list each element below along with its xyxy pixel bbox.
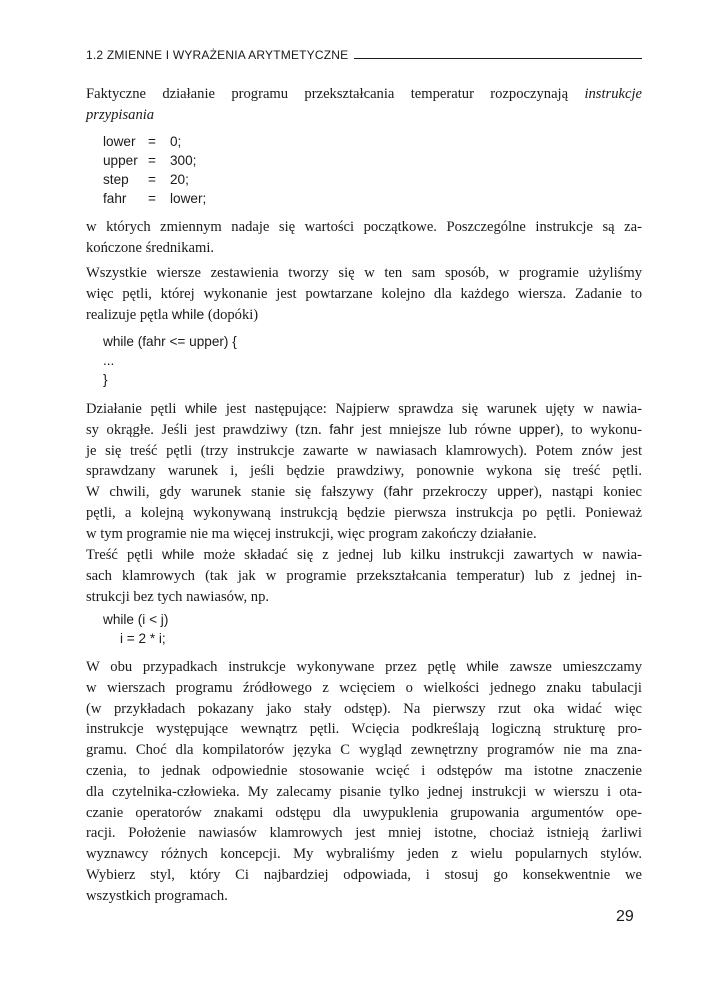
paragraph-assignment-intro <box>86 84 642 126</box>
keyword: upper <box>497 484 534 501</box>
header-rule <box>354 58 642 59</box>
text-line: Faktyczne działanie programu przekształcania temperatur rozpoczynają instrukcje <box>86 86 642 102</box>
code-line: } <box>103 372 108 387</box>
text-line: sprawdzany warunek i, jeśli będzie prawdziwy, ponownie wykona się treść pętli. <box>86 463 642 480</box>
text-line: gramu. Choć dla kompilatorów języka C wygląd zewnętrzny programów nie ma zna- <box>86 742 642 759</box>
text-line: sy okrągłe. Jeśli jest prawdziwy (tzn. fahr jest mniejsze lub równe upper), to wykonu- <box>86 421 642 438</box>
text-line: w których zmiennym nadaje się wartości początkowe. Poszczególne instrukcje są za- <box>86 219 642 235</box>
text-line: więc pętli, której wykonanie jest powtarzane kolejno dla każdego wiersza. Zadanie to <box>86 285 642 302</box>
paragraph-initial-values <box>86 217 642 259</box>
italic-term: przypisania <box>86 106 155 123</box>
code-line: lower = 0; <box>103 134 182 149</box>
italic-term: instrukcje <box>584 86 642 102</box>
text-line: strukcji bez tych nawiasów, np. <box>86 588 270 605</box>
text-line: Wybierz styl, który Ci najbardziej odpowiada, i stosuj go konsekwentnie we <box>86 866 642 883</box>
text-line: je się treść pętli (trzy instrukcje zawarte w nawiasach klamrowych). Potem znów jest <box>86 442 642 459</box>
code-while-single <box>103 610 168 648</box>
code-line: i = 2 * i; <box>120 631 166 646</box>
text-line: wyznawcy różnych koncepcji. My wybraliśmy jeden z wielu popularnych stylów. <box>86 846 642 863</box>
text-line: instrukcje występujące wewnątrz pętli. Wcięcia podkreślają logiczną strukturę pro- <box>86 721 642 738</box>
text-line: czanie operatorów znakami odstępu dla uwypuklenia grupowania argumentów ope- <box>86 804 642 821</box>
text-line: kończone średnikami. <box>86 239 215 256</box>
keyword: while <box>184 401 218 417</box>
text-line: Wszystkie wiersze zestawienia tworzy się w ten sam sposób, w programie użyliśmy <box>86 265 642 281</box>
text-line: W obu przypadkach instrukcje wykonywane przez pętlę while zawsze umieszczamy <box>86 659 642 675</box>
text-line: dla czytelnika-człowieka. My zalecamy pisanie tylko jednej instrukcji w wierszu i ota- <box>86 783 642 800</box>
text-line: realizuje pętla while (dopóki) <box>86 306 259 323</box>
paragraph-loop-intro <box>86 263 642 325</box>
text-line: sach klamrowych (tak jak w programie przekształcania temperatur) lub z jednej in- <box>86 567 642 584</box>
text-line: racji. Położenie nawiasów klamrowych jest mniej istotne, chociaż istnieją żarliwi <box>86 825 642 842</box>
keyword: while <box>162 547 195 563</box>
code-line: ... <box>103 353 115 368</box>
keyword: fahr <box>329 421 354 438</box>
code-line: while (i < j) <box>103 612 169 627</box>
text-line: wszystkich programach. <box>86 887 228 904</box>
keyword: while <box>466 659 499 675</box>
keyword: upper <box>518 421 556 438</box>
page-number: 29 <box>616 908 634 925</box>
text-line: Działanie pętli while jest następujące: Najpierw sprawdza się warunek ujęty w nawia- <box>86 401 642 417</box>
text-line: (w przykładach pokazany jako stały odstęp). Na pierwszy rzut oka widać więc <box>86 700 642 717</box>
code-line: while (fahr <= upper) { <box>103 334 237 349</box>
paragraph-while-body <box>86 545 642 607</box>
running-header <box>86 46 642 62</box>
text-line: Treść pętli while może składać się z jednej lub kilku instrukcji zawartych w nawia- <box>86 547 642 563</box>
code-line: step = 20; <box>103 172 189 187</box>
code-line: upper = 300; <box>103 153 197 168</box>
text-line: w wierszach programu źródłowego z wcięciem o wielkości jednego znaku tabulacji <box>86 679 642 696</box>
keyword: while <box>171 306 205 323</box>
text-line: W chwili, gdy warunek stanie się fałszywy (fahr przekroczy upper), nastąpi koniec <box>86 484 642 501</box>
code-while-block <box>103 332 237 389</box>
text-line: czenia, to jednak odpowiednie stosowanie wcięć i odstępów ma istotne znaczenie <box>86 762 642 779</box>
text-line: w tym programie nie ma więcej instrukcji, więc program zakończy działanie. <box>86 525 537 542</box>
keyword: fahr <box>388 484 413 501</box>
paragraph-while-semantics <box>86 399 642 545</box>
text-line: pętli, a kolejną wykonywaną instrukcją będzie pierwsza instrukcja po pętli. Ponieważ <box>86 504 642 521</box>
code-line: fahr = lower; <box>103 191 207 206</box>
paragraph-indentation-style <box>86 657 642 907</box>
running-title: 1.2 ZMIENNE I WYRAŻENIA ARYTMETYCZNE <box>86 48 349 62</box>
code-assignments <box>103 132 206 208</box>
